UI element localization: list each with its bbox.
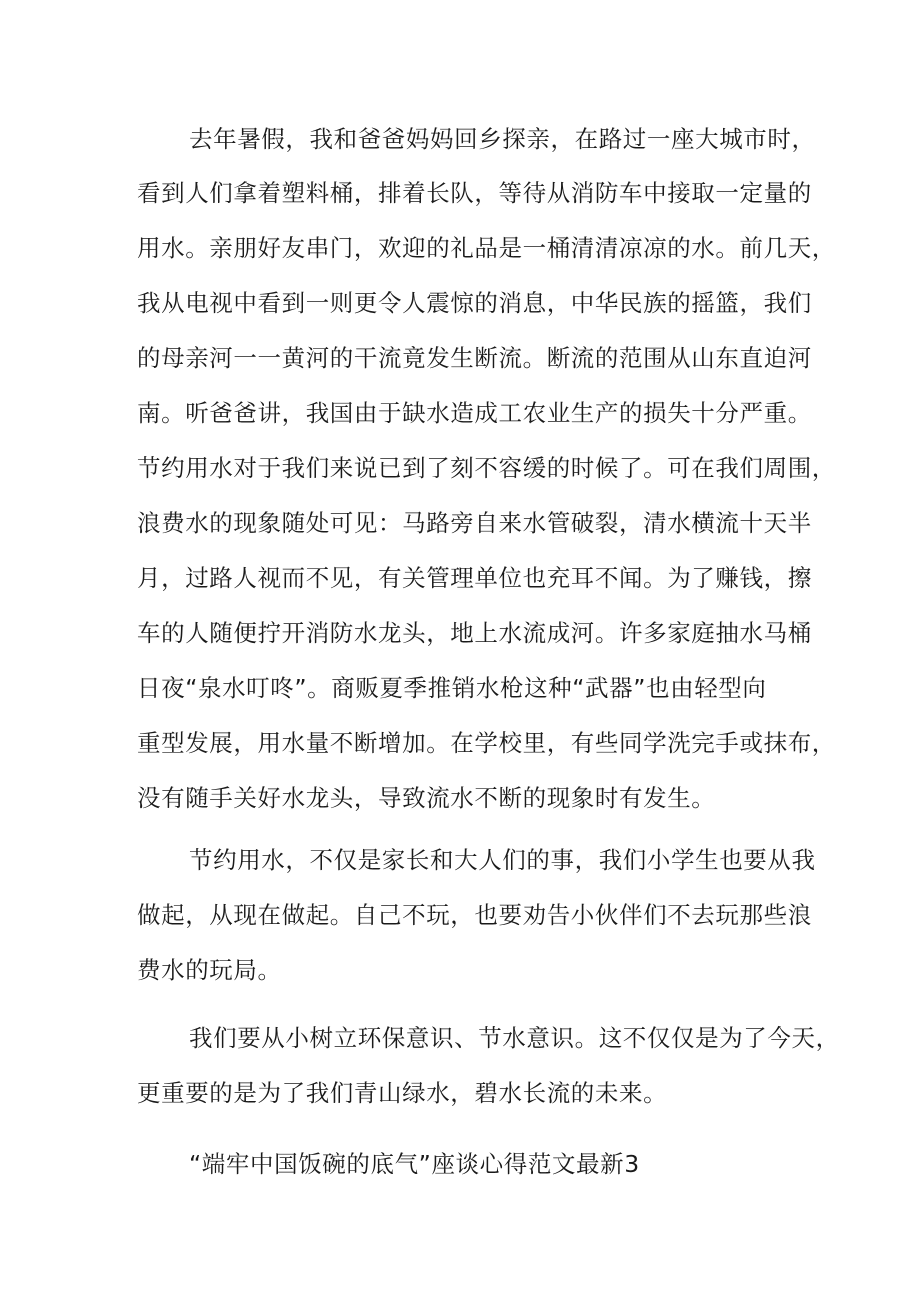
paragraph-line: 去年暑假，我和爸爸妈妈回乡探亲，在路过一座大城市时， <box>189 125 816 153</box>
paragraph-line: 看到人们拿着塑料桶，排着长队，等待从消防车中接取一定量的 <box>137 179 812 207</box>
paragraph-line: 做起，从现在做起。自己不玩，也要劝告小伙伴们不去玩那些浪 <box>137 901 812 929</box>
paragraph-line: 节约用水，不仅是家长和大人们的事，我们小学生也要从我 <box>189 846 816 874</box>
paragraph-line: 我从电视中看到一则更令人震惊的消息，中华民族的摇篮，我们 <box>137 289 812 317</box>
paragraph-line: 南。听爸爸讲，我国由于缺水造成工农业生产的损失十分严重。 <box>137 399 812 427</box>
paragraph-line: 节约用水对于我们来说已到了刻不容缓的时候了。可在我们周围， <box>137 454 836 482</box>
paragraph-line: 没有随手关好水龙头，导致流水不断的现象时有发生。 <box>137 784 716 812</box>
paragraph-line: 用水。亲朋好友串门，欢迎的礼品是一桶清清凉凉的水。前几天， <box>137 234 836 262</box>
section-heading: “端牢中国饭碗的底气”座谈心得范文最新3 <box>189 1150 640 1178</box>
paragraph-line: 浪费水的现象随处可见：马路旁自来水管破裂，清水横流十天半 <box>137 509 812 537</box>
paragraph-line: 月，过路人视而不见，有关管理单位也充耳不闻。为了赚钱，擦 <box>137 564 812 592</box>
paragraph-line: 费水的玩局。 <box>137 956 282 984</box>
paragraph-line: 重型发展，用水量不断增加。在学校里，有些同学洗完手或抹布， <box>137 729 836 757</box>
paragraph-line: 车的人随便拧开消防水龙头，地上水流成河。许多家庭抽水马桶 <box>137 619 812 647</box>
paragraph-line: 日夜“泉水叮咚”。商贩夏季推销水枪这种“武器”也由轻型向 <box>137 674 767 702</box>
paragraph-line: 我们要从小树立环保意识、节水意识。这不仅仅是为了今天， <box>189 1024 840 1052</box>
paragraph-line: 的母亲河一一黄河的干流竟发生断流。断流的范围从山东直迫河 <box>137 344 812 372</box>
paragraph-line: 更重要的是为了我们青山绿水，碧水长流的未来。 <box>137 1079 668 1107</box>
